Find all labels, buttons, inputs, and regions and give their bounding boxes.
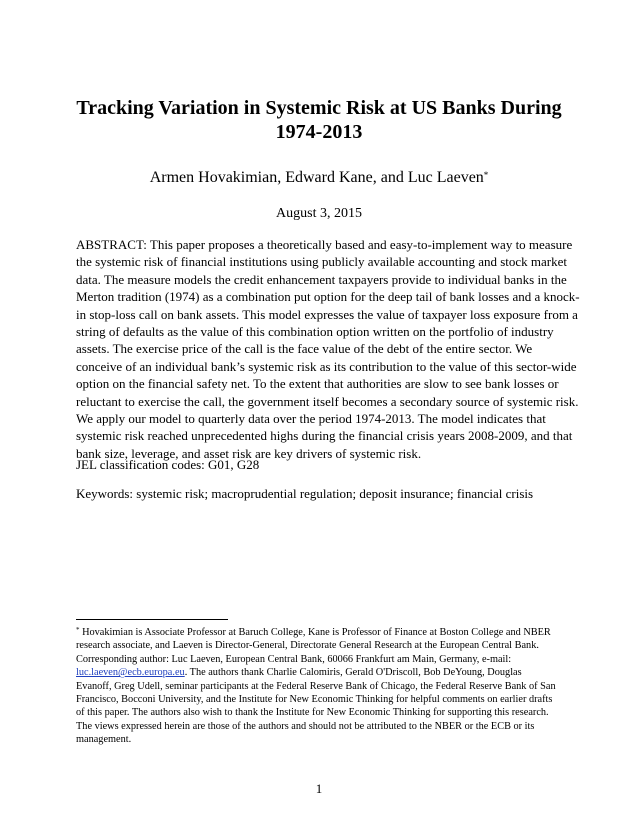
- abstract-line: data. The measure models the credit enhancement taxpayers provide to individual banks in the: [76, 271, 567, 287]
- jel-classification: JEL classification codes: G01, G28: [76, 457, 260, 472]
- abstract: [76, 236, 580, 462]
- footnote-divider: [76, 619, 228, 620]
- author-footnote-mark: *: [483, 170, 489, 180]
- abstract-line: Merton tradition (1974) as a combination put option for the deep tail of bank losses and a knock-: [76, 289, 580, 305]
- keywords: Keywords: systemic risk; macroprudential regulation; deposit insurance; financial crisis: [76, 486, 534, 501]
- abstract-line: in stop-loss call on bank assets. This model expresses the value of taxpayer loss exposure from a: [76, 306, 578, 322]
- abstract-line: assets. The exercise price of the call is the face value of the debt of the entire sector. We: [76, 341, 533, 357]
- abstract-line: ABSTRACT: This paper proposes a theoretically based and easy-to-implement way to measure: [76, 237, 573, 252]
- footnote-line: Corresponding author: Luc Laeven, European Central Bank, 60066 Frankfurt am Main, Germany, e-mail:: [76, 653, 512, 665]
- footnote-line: The views expressed herein are those of the authors and should not be attributed to the NBER or the ECB or its: [76, 720, 535, 732]
- footnote-line: management.: [76, 734, 132, 746]
- footnote-line: [76, 666, 568, 679]
- title-line-2: 1974-2013: [275, 121, 363, 143]
- footnote-line: of this paper. The authors also wish to thank the Institute for New Economic Thinking for supporting this research.: [76, 707, 549, 719]
- paper-title: [60, 96, 578, 144]
- abstract-line: reluctant to exercise the call, the government itself becomes a secondary source of systemic risk.: [76, 393, 579, 409]
- paper-date: August 3, 2015: [276, 206, 362, 221]
- abstract-line: systemic risk reached unprecedented highs during the financial crisis years 2008-2009, and that: [76, 428, 573, 444]
- footnote-mark: *: [76, 626, 80, 634]
- abstract-line: bank size, leverage, and asset risk are key drivers of systemic risk.: [76, 445, 422, 461]
- abstract-line: string of defaults as the value of this combination option written on the portfolio of industry: [76, 324, 554, 340]
- abstract-line: We apply our model to quarterly data over the period 1974-2013. The model indicates that: [76, 411, 546, 427]
- footnote-line: Evanoff, Greg Udell, seminar participants at the Federal Reserve Bank of Chicago, the Federal Reserve Bank of San: [76, 680, 556, 692]
- author-footnote: [76, 626, 568, 747]
- abstract-line: conceive of an individual bank’s systemic risk as its contribution to the value of this sector-wide: [76, 358, 577, 374]
- footnote-text: . The authors thank Charlie Calomiris, Gerald O'Driscoll, Bob DeYoung, Douglas: [184, 667, 522, 679]
- footnote-line: Francisco, Bocconi University, and the Institute for New Economic Thinking for helpful comments on earlier drafts: [76, 694, 553, 706]
- title-line-1: Tracking Variation in Systemic Risk at US Banks During: [76, 97, 562, 119]
- author-list: [60, 168, 578, 188]
- abstract-line: the systemic risk of financial institutions using publicly available accounting and stock market: [76, 254, 567, 270]
- footnote-line: [76, 626, 568, 639]
- author-names: Armen Hovakimian, Edward Kane, and Luc Laeven: [149, 169, 484, 186]
- footnote-text: Hovakimian is Associate Professor at Baruch College, Kane is Professor of Finance at Boston College and NBER: [82, 627, 551, 638]
- page-number: 1: [315, 781, 323, 796]
- footnote-line: research associate, and Laeven is Director-General, Directorate General Research at the European Central Bank.: [76, 640, 539, 652]
- email-link[interactable]: luc.laeven@ecb.europa.eu: [76, 667, 185, 679]
- abstract-line: option on the financial safety net. To the extent that authorities are slow to see bank losses or: [76, 376, 559, 392]
